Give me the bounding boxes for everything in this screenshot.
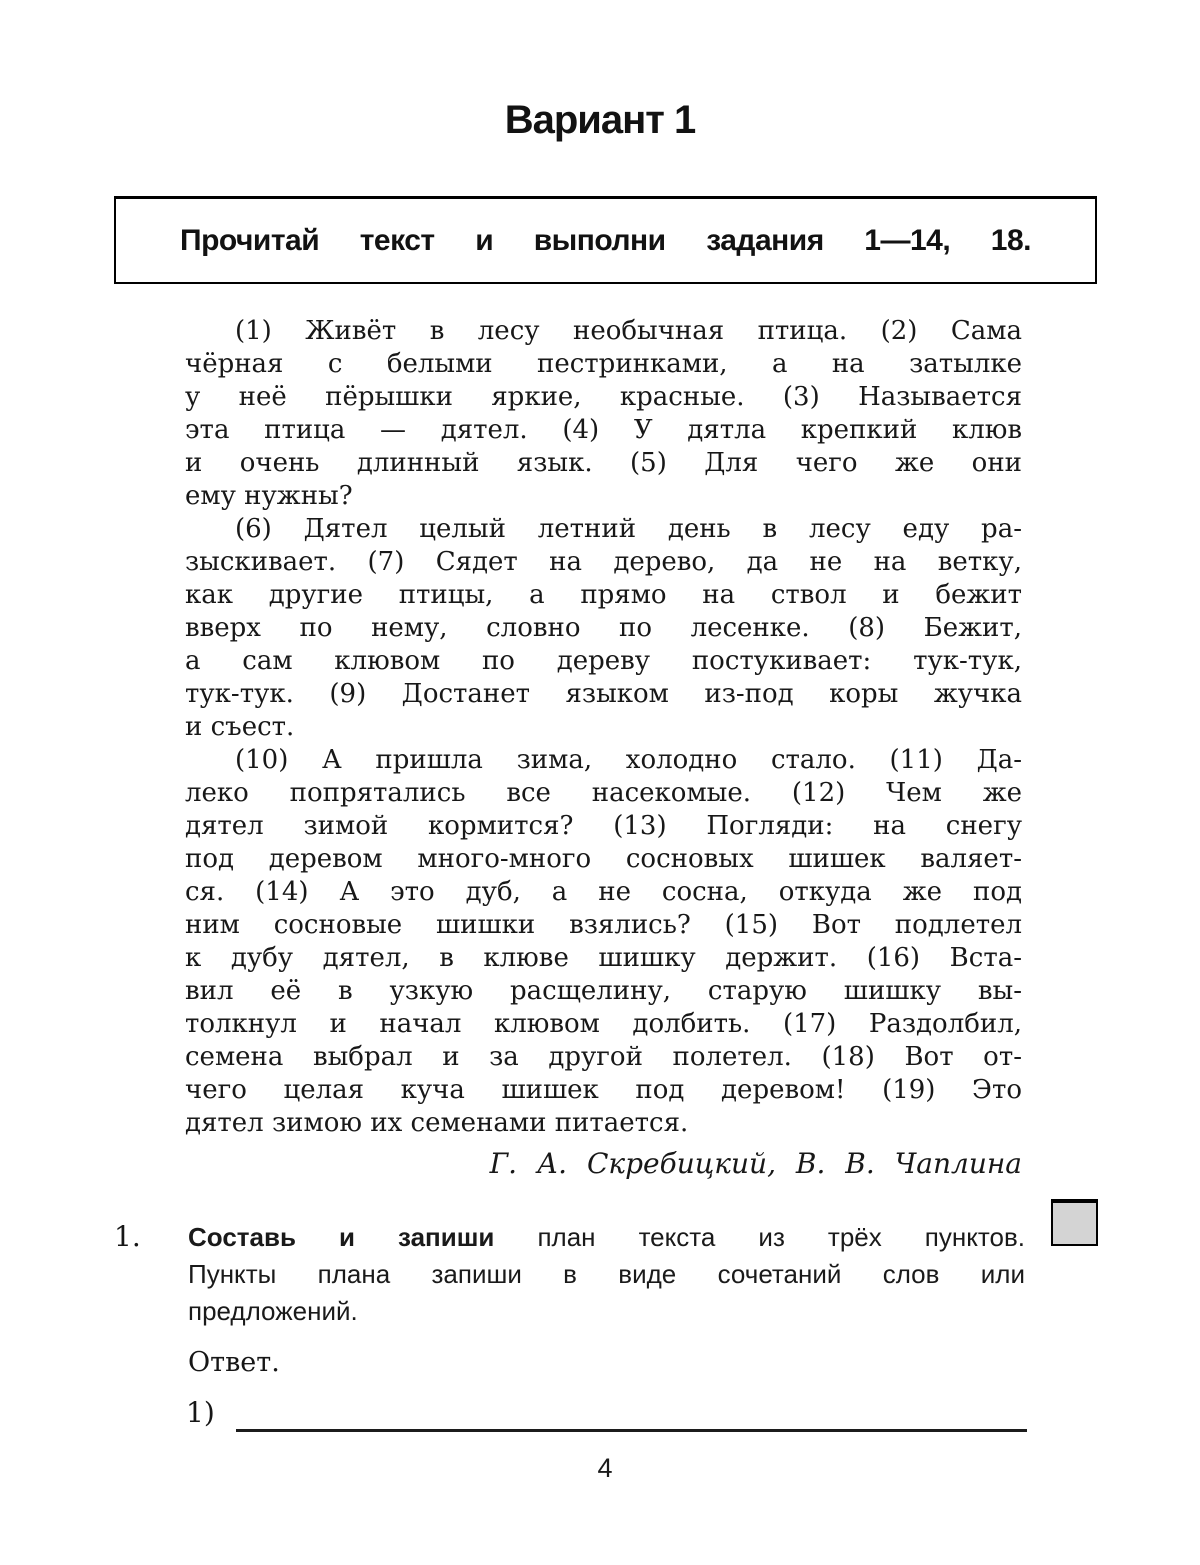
reading-text-line: (6) Дятел целый летний день в лесу еду ра-	[235, 514, 1022, 544]
reading-text-line: семена выбрал и за другой полетел. (18) Вот от-	[185, 1042, 1022, 1072]
reading-text-line: ним сосновые шишки взялись? (15) Вот подлетел	[185, 910, 1022, 940]
reading-text-line: а сам клювом по дереву постукивает: тук-тук,	[185, 646, 1022, 676]
reading-text-line: и съест.	[185, 712, 295, 742]
task-text-line: Пункты плана запиши в виде сочетаний слов или	[188, 1259, 1025, 1289]
instruction-box	[114, 196, 1097, 284]
reading-text-line: у неё пёрышки яркие, красные. (3) Называется	[185, 382, 1022, 412]
reading-text-line: чёрная с белыми пестринками, а на затылке	[185, 349, 1022, 379]
reading-text	[185, 315, 1022, 1180]
reading-text-line: зыскивает. (7) Сядет на дерево, да не на ветку,	[185, 547, 1022, 577]
reading-text-line: (1) Живёт в лесу необычная птица. (2) Сама	[235, 316, 1022, 346]
reading-text-line: как другие птицы, а прямо на ствол и бежит	[185, 580, 1022, 610]
task-text-line: Составь и запиши план текста из трёх пунктов.	[188, 1222, 1026, 1252]
reading-text-line: толкнул и начал клювом долбить. (17) Раздолбил,	[185, 1009, 1022, 1039]
reading-text-line: к дубу дятел, в клюве шишку держит. (16) Вста-	[185, 943, 1022, 973]
task-1-number: 1.	[114, 1220, 141, 1253]
answer-blank-line	[236, 1429, 1027, 1432]
reading-text-line: чего целая куча шишек под деревом! (19) Это	[185, 1075, 1022, 1105]
reading-text-line: дятел зимою их семенами питается.	[185, 1108, 689, 1138]
reading-text-line: под деревом много-много сосновых шишек валяет-	[185, 844, 1022, 874]
reading-text-line: ся. (14) А это дуб, а не сосна, откуда же под	[185, 877, 1022, 907]
reading-text-line: вверх по нему, словно по лесенке. (8) Бежит,	[185, 613, 1022, 643]
score-box	[1051, 1199, 1098, 1246]
variant-title: Вариант 1	[504, 98, 696, 142]
reading-text-line: вил её в узкую расщелину, старую шишку вы-	[185, 976, 1022, 1006]
reading-paragraphs	[185, 315, 1022, 1140]
reading-text-line: и очень длинный язык. (5) Для чего же они	[185, 448, 1022, 478]
reading-text-line: тук-тук. (9) Достанет языком из-под коры жучка	[185, 679, 1022, 709]
answer-item-label: 1)	[186, 1396, 215, 1429]
reading-text-line: леко попрятались все насекомые. (12) Чем же	[185, 778, 1022, 808]
instruction-text: Прочитай текст и выполни задания 1—14, 18.	[180, 223, 1031, 257]
attribution: Г. А. Скребицкий, В. В. Чаплина	[489, 1147, 1022, 1180]
task-text-line: предложений.	[188, 1296, 358, 1326]
task-1-text	[188, 1219, 1025, 1330]
reading-text-line: ему нужны?	[185, 481, 353, 511]
task-bold-lead: Составь и запиши	[188, 1222, 495, 1252]
page-number: 4	[597, 1453, 613, 1483]
answer-label: Ответ.	[188, 1347, 280, 1378]
reading-text-line: дятел зимой кормится? (13) Погляди: на снегу	[185, 811, 1022, 841]
reading-text-line: эта птица — дятел. (4) У дятла крепкий клюв	[185, 415, 1022, 445]
reading-text-line: (10) А пришла зима, холодно стало. (11) Да-	[235, 745, 1022, 775]
